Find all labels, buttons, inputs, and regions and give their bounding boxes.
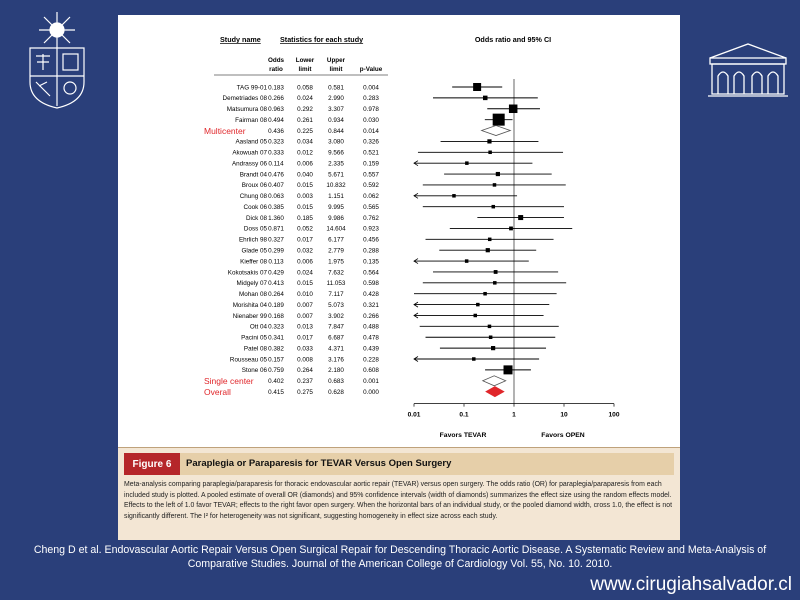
upper-limit-value: 14.604	[326, 225, 346, 233]
header-odds-l1: Odds	[267, 57, 285, 64]
figure-caption-text: Meta-analysis comparing paraplegia/paraparesis for thoracic endovascular aortic repair (TEVAR) versus open surgery. The odds ratio (OR) for paraplegia/paraparesis from each included study is plotted. A pooled estimate of overall OR (diamonds) and 95% confidence intervals (width of diamonds) summarizes the effect size using the random effects model. Effects to the left of 1.0 favor TEVAR; effects to the right favor open surgery. When the horizontal bars of an individual study, or the pooled diamond width, cross 1.0, the effect is not significantly different. The I² for heterogeneity was not significant, suggesting homogeneity in effect size across each study.	[124, 481, 672, 520]
header-lower-l2: limit	[298, 66, 312, 73]
study-name-label: Chung 08	[239, 193, 267, 201]
study-name-label: Rousseau 05	[229, 356, 267, 364]
p-value: 0.135	[363, 258, 379, 266]
study-weight-square	[452, 194, 456, 198]
study-weight-square	[487, 139, 491, 143]
odds-ratio-value: 0.189	[268, 301, 284, 309]
odds-ratio-value: 0.407	[268, 182, 284, 190]
odds-ratio-value: 0.341	[268, 334, 284, 342]
study-weight-square	[488, 238, 492, 242]
study-weight-square	[504, 365, 513, 374]
subgroup-label: Single center	[204, 376, 254, 387]
lower-limit-value: 0.015	[297, 280, 313, 288]
odds-ratio-value: 0.113	[268, 258, 284, 266]
header-upper-l2: limit	[329, 66, 343, 73]
odds-ratio-value: 0.327	[268, 236, 284, 244]
lower-limit-value: 0.040	[297, 171, 313, 179]
study-name-label: Dick 08	[246, 214, 267, 222]
odds-ratio-value: 0.402	[268, 378, 284, 386]
lower-limit-value: 0.006	[297, 258, 313, 266]
study-weight-square	[518, 215, 523, 220]
upper-limit-value: 9.995	[328, 203, 344, 211]
p-value: 0.439	[363, 345, 379, 353]
lower-limit-value: 0.015	[297, 203, 313, 211]
upper-limit-value: 0.628	[328, 388, 344, 396]
subgroup-label: Multicenter	[204, 125, 246, 136]
subgroup-label: Overall	[204, 386, 231, 397]
upper-limit-value: 9.986	[328, 214, 344, 222]
study-weight-square	[483, 96, 488, 101]
lower-limit-value: 0.010	[297, 291, 313, 299]
website-link[interactable]: www.cirugiahsalvador.cl	[590, 574, 792, 595]
lower-limit-value: 0.261	[297, 116, 313, 124]
p-value: 0.266	[363, 312, 379, 320]
p-value: 0.762	[363, 214, 379, 222]
study-weight-square	[476, 303, 480, 307]
lower-limit-value: 0.058	[297, 84, 313, 92]
p-value: 0.978	[363, 106, 379, 114]
lower-limit-value: 0.024	[297, 95, 313, 103]
p-value: 0.488	[363, 323, 379, 331]
study-weight-square	[491, 346, 495, 350]
p-value: 0.283	[363, 95, 379, 103]
upper-limit-value: 3.176	[328, 356, 344, 364]
p-value: 0.326	[363, 138, 379, 146]
study-name-label: Midgely 07	[236, 280, 267, 288]
caption-header	[124, 453, 674, 475]
figure-card	[118, 15, 680, 539]
odds-ratio-value: 1.360	[268, 214, 284, 222]
odds-ratio-value: 0.759	[268, 367, 284, 375]
overall-diamond	[486, 387, 504, 397]
study-name-label: Akowuah 07	[232, 149, 267, 157]
p-value: 0.159	[363, 160, 379, 168]
upper-limit-value: 6.177	[328, 236, 344, 244]
study-weight-square	[486, 248, 490, 252]
study-name-label: Demetriades 08	[222, 95, 267, 103]
university-seal-logo	[22, 10, 92, 110]
study-name-label: Pacini 05	[241, 334, 267, 342]
odds-ratio-value: 0.413	[268, 280, 284, 288]
lower-limit-value: 0.034	[297, 138, 313, 146]
upper-limit-value: 7.117	[328, 291, 344, 299]
study-name-label: Morishita 04	[232, 301, 267, 309]
lower-limit-value: 0.015	[297, 182, 313, 190]
summary-diamond	[482, 126, 511, 136]
p-value: 0.321	[363, 301, 379, 309]
study-name-label: Andrassy 06	[231, 160, 267, 168]
odds-ratio-value: 0.429	[268, 269, 284, 277]
study-name-label: TAG 99-01	[236, 84, 267, 92]
upper-limit-value: 5.073	[328, 301, 344, 309]
upper-limit-value: 9.566	[328, 149, 344, 157]
study-weight-square	[465, 161, 469, 165]
study-name-label: Doss 05	[243, 225, 267, 233]
study-weight-square	[489, 335, 493, 339]
favors-right-label: Favors OPEN	[541, 432, 585, 439]
upper-limit-value: 0.581	[328, 84, 344, 92]
lower-limit-value: 0.007	[297, 301, 313, 309]
lower-limit-value: 0.292	[297, 106, 313, 114]
upper-limit-value: 5.671	[328, 171, 344, 179]
upper-limit-value: 7.847	[328, 323, 344, 331]
header-statistics: Statistics for each study	[280, 35, 364, 44]
citation-text: Cheng D et al. Endovascular Aortic Repair Versus Open Surgical Repair for Descending Thoracic Aortic Disease. A Systematic Review and Meta-Analysis of Comparative Studies. Journal of the American College of Cardiology Vol. 55, No. 10. 2010.	[33, 544, 767, 570]
lower-limit-value: 0.264	[297, 367, 313, 375]
study-weight-square	[483, 292, 487, 296]
figure-caption-box	[118, 447, 680, 540]
study-weight-square	[509, 105, 517, 114]
odds-ratio-value: 0.323	[268, 323, 284, 331]
upper-limit-value: 0.934	[328, 116, 344, 124]
lower-limit-value: 0.185	[297, 214, 313, 222]
p-value: 0.001	[363, 378, 379, 386]
upper-limit-value: 3.902	[328, 312, 344, 320]
odds-ratio-value: 0.333	[268, 149, 284, 157]
header-odds-ratio-ci: Odds ratio and 95% CI	[474, 35, 552, 44]
study-name-label: Mohan 08	[238, 291, 267, 299]
header-upper-l1: Upper	[326, 57, 346, 64]
p-value: 0.000	[363, 388, 379, 396]
summary-diamond	[483, 376, 506, 386]
upper-limit-value: 1.151	[328, 193, 344, 201]
p-value: 0.478	[363, 334, 379, 342]
lower-limit-value: 0.237	[297, 378, 313, 386]
study-name-label: Ehrlich 98	[238, 236, 267, 244]
study-name-label: Cook 06	[243, 203, 267, 211]
study-name-label: Aasland 05	[235, 138, 267, 146]
study-weight-square	[493, 183, 497, 187]
p-value: 0.557	[363, 171, 379, 179]
study-name-label: Ott 04	[249, 323, 267, 331]
upper-limit-value: 2.335	[328, 160, 344, 168]
study-weight-square	[488, 151, 492, 155]
odds-ratio-value: 0.963	[268, 106, 284, 114]
odds-ratio-value: 0.183	[268, 84, 284, 92]
p-value: 0.608	[363, 367, 379, 375]
study-weight-square	[496, 172, 500, 176]
lower-limit-value: 0.033	[297, 345, 313, 353]
study-weight-square	[472, 357, 476, 361]
favors-left-label: Favors TEVAR	[439, 432, 487, 439]
study-weight-square	[493, 114, 505, 126]
x-tick-label: 10	[560, 411, 568, 419]
p-value: 0.923	[363, 225, 379, 233]
lower-limit-value: 0.032	[297, 247, 313, 255]
p-value: 0.030	[363, 116, 379, 124]
upper-limit-value: 11.053	[326, 280, 346, 288]
lower-limit-value: 0.225	[297, 127, 313, 135]
header-p-value: p-Value	[359, 66, 383, 73]
odds-ratio-value: 0.382	[268, 345, 284, 353]
header-lower-l1: Lower	[295, 57, 315, 64]
upper-limit-value: 7.632	[328, 269, 344, 277]
lower-limit-value: 0.008	[297, 356, 313, 364]
figure-number: Figure 6	[124, 453, 180, 475]
upper-limit-value: 2.180	[328, 367, 344, 375]
study-name-label: Matsumura 08	[226, 106, 267, 114]
study-name-label: Patel 08	[243, 345, 267, 353]
lower-limit-value: 0.012	[297, 149, 313, 157]
lower-limit-value: 0.017	[297, 236, 313, 244]
header-study-name: Study name	[220, 35, 261, 44]
study-weight-square	[473, 83, 481, 91]
study-weight-square	[494, 270, 498, 274]
x-tick-label: 100	[608, 411, 620, 419]
upper-limit-value: 0.844	[328, 127, 344, 135]
lower-limit-value: 0.006	[297, 160, 313, 168]
p-value: 0.564	[363, 269, 379, 277]
forest-rows-group	[204, 79, 620, 419]
study-weight-square	[465, 259, 469, 263]
odds-ratio-value: 0.264	[268, 291, 284, 299]
forest-plot	[118, 15, 680, 445]
p-value: 0.288	[363, 247, 379, 255]
study-weight-square	[493, 281, 497, 285]
p-value: 0.565	[363, 203, 379, 211]
odds-ratio-value: 0.871	[268, 225, 284, 233]
upper-limit-value: 4.371	[328, 345, 344, 353]
x-tick-label: 0.1	[459, 411, 469, 419]
lower-limit-value: 0.007	[297, 312, 313, 320]
lower-limit-value: 0.275	[297, 388, 313, 396]
odds-ratio-value: 0.266	[268, 95, 284, 103]
odds-ratio-value: 0.415	[268, 388, 284, 396]
study-name-label: Broux 06	[241, 182, 267, 190]
x-tick-label: 0.01	[407, 411, 421, 419]
lower-limit-value: 0.013	[297, 323, 313, 331]
odds-ratio-value: 0.063	[268, 193, 284, 201]
study-name-label: Kieffer 08	[240, 258, 267, 266]
p-value: 0.062	[363, 193, 379, 201]
odds-ratio-value: 0.323	[268, 138, 284, 146]
upper-limit-value: 6.687	[328, 334, 344, 342]
odds-ratio-value: 0.476	[268, 171, 284, 179]
header-odds-l2: ratio	[269, 66, 283, 73]
lower-limit-value: 0.052	[297, 225, 313, 233]
upper-limit-value: 10.832	[326, 182, 346, 190]
study-weight-square	[474, 314, 478, 318]
study-name-label: Glade 05	[241, 247, 267, 255]
figure-title: Paraplegia or Paraparesis for TEVAR Versus Open Surgery	[186, 458, 452, 469]
upper-limit-value: 2.779	[328, 247, 344, 255]
odds-ratio-value: 0.114	[268, 160, 284, 168]
upper-limit-value: 2.990	[328, 95, 344, 103]
x-tick-label: 1	[512, 411, 516, 419]
p-value: 0.428	[363, 291, 379, 299]
p-value: 0.456	[363, 236, 379, 244]
p-value: 0.004	[363, 84, 379, 92]
lower-limit-value: 0.017	[297, 334, 313, 342]
odds-ratio-value: 0.436	[268, 127, 284, 135]
p-value: 0.598	[363, 280, 379, 288]
upper-limit-value: 3.080	[328, 138, 344, 146]
p-value: 0.521	[363, 149, 379, 157]
odds-ratio-value: 0.385	[268, 203, 284, 211]
study-weight-square	[488, 325, 492, 329]
study-name-label: Fairman 08	[235, 116, 267, 124]
lower-limit-value: 0.003	[297, 193, 313, 201]
upper-limit-value: 1.975	[328, 258, 344, 266]
hospital-building-logo	[706, 40, 790, 98]
odds-ratio-value: 0.157	[268, 356, 284, 364]
study-name-label: Nienaber 99	[232, 312, 267, 320]
p-value: 0.592	[363, 182, 379, 190]
upper-limit-value: 3.307	[328, 106, 344, 114]
study-weight-square	[509, 227, 513, 231]
study-name-label: Stone 06	[241, 367, 267, 375]
odds-ratio-value: 0.299	[268, 247, 284, 255]
p-value: 0.228	[363, 356, 379, 364]
p-value: 0.014	[363, 127, 379, 135]
odds-ratio-value: 0.168	[268, 312, 284, 320]
study-name-label: Brandt 04	[239, 171, 267, 179]
upper-limit-value: 0.683	[328, 378, 344, 386]
lower-limit-value: 0.024	[297, 269, 313, 277]
study-name-label: Kokotsakis 07	[227, 269, 267, 277]
study-weight-square	[492, 205, 496, 209]
odds-ratio-value: 0.494	[268, 116, 284, 124]
